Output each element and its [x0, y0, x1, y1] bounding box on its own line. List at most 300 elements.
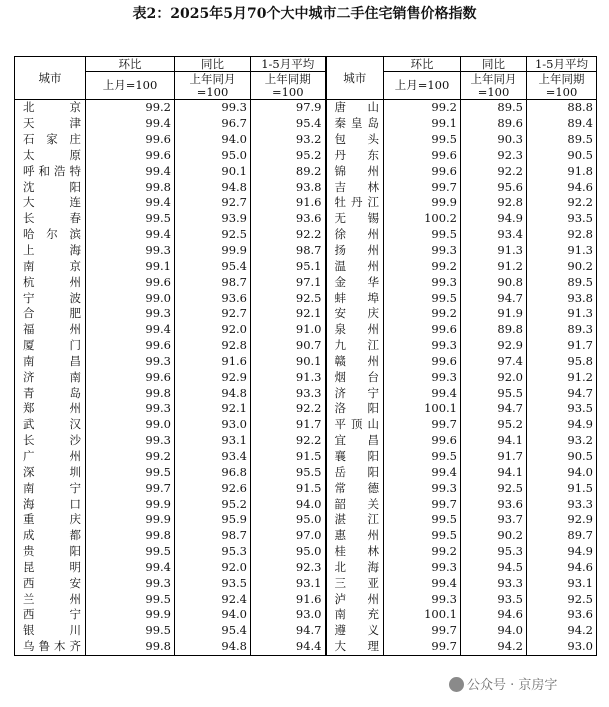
- table-row: [15, 338, 597, 354]
- cell-yoy-right: 97.4: [461, 354, 527, 370]
- cell-avg-left: 92.2: [251, 433, 326, 449]
- table-row: [15, 274, 597, 290]
- cell-avg-right: 91.2: [527, 369, 597, 385]
- cell-city-left: 天津: [15, 116, 86, 132]
- cell-avg-left: 93.1: [251, 575, 326, 591]
- cell-yoy-left: 96.8: [175, 464, 251, 480]
- cell-avg-right: 93.6: [527, 607, 597, 623]
- header-mom-left: 环比: [86, 57, 175, 72]
- cell-mom-right: 99.3: [384, 369, 461, 385]
- cell-yoy-right: 91.9: [461, 306, 527, 322]
- cell-city-right: 遵义: [326, 623, 384, 639]
- cell-avg-right: 93.0: [527, 639, 597, 655]
- table-row: [15, 623, 597, 639]
- table-row: [15, 607, 597, 623]
- cell-city-right: 锦州: [326, 163, 384, 179]
- cell-yoy-left: 92.0: [175, 559, 251, 575]
- cell-mom-right: 99.7: [384, 496, 461, 512]
- cell-mom-left: 99.6: [86, 132, 175, 148]
- cell-avg-right: 94.6: [527, 179, 597, 195]
- cell-city-right: 吉林: [326, 179, 384, 195]
- cell-avg-right: 91.3: [527, 243, 597, 259]
- table-row: [15, 433, 597, 449]
- cell-mom-left: 99.6: [86, 148, 175, 164]
- table-row: [15, 116, 597, 132]
- cell-yoy-left: 92.7: [175, 306, 251, 322]
- cell-avg-left: 95.0: [251, 544, 326, 560]
- header-yoy-base-left: 上年同月=100: [175, 72, 251, 100]
- header-avg-right: 1-5月平均: [527, 57, 597, 72]
- cell-avg-left: 95.5: [251, 464, 326, 480]
- cell-avg-left: 91.5: [251, 480, 326, 496]
- table-row: [15, 243, 597, 259]
- cell-mom-right: 99.6: [384, 148, 461, 164]
- cell-mom-right: 99.7: [384, 179, 461, 195]
- header-mom-base-left: 上月=100: [86, 72, 175, 100]
- cell-city-right: 北海: [326, 559, 384, 575]
- cell-avg-right: 92.8: [527, 227, 597, 243]
- cell-mom-right: 100.1: [384, 401, 461, 417]
- table-row: [15, 322, 597, 338]
- table-row: [15, 195, 597, 211]
- cell-city-right: 徐州: [326, 227, 384, 243]
- cell-yoy-right: 95.3: [461, 544, 527, 560]
- cell-city-right: 唐山: [326, 100, 384, 116]
- cell-avg-left: 95.2: [251, 148, 326, 164]
- cell-avg-right: 89.4: [527, 116, 597, 132]
- cell-avg-right: 94.6: [527, 559, 597, 575]
- table-row: [15, 639, 597, 655]
- cell-city-right: 三亚: [326, 575, 384, 591]
- cell-mom-right: 99.7: [384, 639, 461, 655]
- cell-yoy-right: 94.2: [461, 639, 527, 655]
- cell-avg-left: 90.1: [251, 354, 326, 370]
- table-row: [15, 100, 597, 116]
- cell-mom-right: 99.5: [384, 512, 461, 528]
- cell-yoy-left: 92.9: [175, 369, 251, 385]
- cell-city-left: 呼和浩特: [15, 163, 86, 179]
- cell-city-right: 九江: [326, 338, 384, 354]
- cell-avg-right: 94.7: [527, 385, 597, 401]
- cell-city-left: 银川: [15, 623, 86, 639]
- cell-yoy-right: 89.5: [461, 100, 527, 116]
- header-yoy-right: 同比: [461, 57, 527, 72]
- cell-city-right: 丹东: [326, 148, 384, 164]
- cell-mom-right: 99.5: [384, 132, 461, 148]
- cell-yoy-left: 93.9: [175, 211, 251, 227]
- header-city-right: 城市: [326, 57, 384, 100]
- cell-yoy-right: 92.0: [461, 369, 527, 385]
- cell-yoy-right: 94.7: [461, 290, 527, 306]
- cell-city-right: 桂林: [326, 544, 384, 560]
- cell-avg-left: 97.1: [251, 274, 326, 290]
- cell-avg-right: 93.5: [527, 401, 597, 417]
- cell-city-left: 西安: [15, 575, 86, 591]
- cell-avg-right: 94.0: [527, 464, 597, 480]
- cell-yoy-left: 90.1: [175, 163, 251, 179]
- cell-city-right: 包头: [326, 132, 384, 148]
- cell-city-right: 赣州: [326, 354, 384, 370]
- cell-city-left: 郑州: [15, 401, 86, 417]
- table-row: [15, 369, 597, 385]
- cell-yoy-right: 94.6: [461, 607, 527, 623]
- cell-city-right: 金华: [326, 274, 384, 290]
- cell-city-right: 无锡: [326, 211, 384, 227]
- cell-city-left: 昆明: [15, 559, 86, 575]
- cell-mom-left: 99.4: [86, 195, 175, 211]
- cell-yoy-left: 93.6: [175, 290, 251, 306]
- cell-avg-right: 93.1: [527, 575, 597, 591]
- cell-city-left: 济南: [15, 369, 86, 385]
- cell-city-right: 泉州: [326, 322, 384, 338]
- cell-mom-left: 99.5: [86, 211, 175, 227]
- cell-mom-right: 99.4: [384, 575, 461, 591]
- cell-yoy-right: 94.0: [461, 623, 527, 639]
- header-avg-base-right: 上年同期=100: [527, 72, 597, 100]
- cell-mom-right: 99.1: [384, 116, 461, 132]
- cell-city-right: 襄阳: [326, 449, 384, 465]
- header-yoy-left: 同比: [175, 57, 251, 72]
- cell-city-left: 深圳: [15, 464, 86, 480]
- cell-city-left: 杭州: [15, 274, 86, 290]
- cell-avg-left: 92.2: [251, 227, 326, 243]
- table-row: [15, 496, 597, 512]
- cell-avg-left: 92.2: [251, 401, 326, 417]
- cell-city-left: 宁波: [15, 290, 86, 306]
- cell-yoy-left: 92.6: [175, 480, 251, 496]
- table-row: [15, 354, 597, 370]
- cell-city-left: 青岛: [15, 385, 86, 401]
- cell-avg-left: 91.0: [251, 322, 326, 338]
- cell-city-right: 安庆: [326, 306, 384, 322]
- cell-mom-left: 99.0: [86, 290, 175, 306]
- cell-mom-left: 99.8: [86, 385, 175, 401]
- cell-mom-left: 99.4: [86, 163, 175, 179]
- cell-avg-right: 89.5: [527, 132, 597, 148]
- cell-avg-left: 91.7: [251, 417, 326, 433]
- cell-yoy-right: 91.2: [461, 258, 527, 274]
- cell-yoy-left: 95.4: [175, 623, 251, 639]
- cell-yoy-left: 92.5: [175, 227, 251, 243]
- cell-avg-left: 95.0: [251, 512, 326, 528]
- cell-city-right: 南充: [326, 607, 384, 623]
- cell-avg-left: 91.6: [251, 591, 326, 607]
- cell-avg-right: 91.5: [527, 480, 597, 496]
- cell-avg-left: 94.0: [251, 496, 326, 512]
- cell-city-right: 大理: [326, 639, 384, 655]
- cell-yoy-right: 89.6: [461, 116, 527, 132]
- cell-yoy-left: 92.7: [175, 195, 251, 211]
- header-avg-base-left: 上年同期=100: [251, 72, 326, 100]
- cell-avg-left: 93.8: [251, 179, 326, 195]
- cell-yoy-right: 94.9: [461, 211, 527, 227]
- cell-yoy-left: 95.3: [175, 544, 251, 560]
- table-row: [15, 591, 597, 607]
- cell-yoy-right: 90.2: [461, 528, 527, 544]
- cell-city-left: 厦门: [15, 338, 86, 354]
- cell-yoy-left: 95.9: [175, 512, 251, 528]
- cell-mom-left: 99.0: [86, 417, 175, 433]
- header-yoy-base-right: 上年同月=100: [461, 72, 527, 100]
- cell-mom-right: 99.2: [384, 100, 461, 116]
- cell-avg-left: 91.5: [251, 449, 326, 465]
- table-row: [15, 544, 597, 560]
- cell-avg-right: 90.5: [527, 148, 597, 164]
- cell-city-left: 大连: [15, 195, 86, 211]
- table-row: [15, 575, 597, 591]
- cell-avg-right: 93.5: [527, 211, 597, 227]
- cell-mom-left: 99.3: [86, 401, 175, 417]
- cell-avg-right: 89.7: [527, 528, 597, 544]
- cell-yoy-right: 95.5: [461, 385, 527, 401]
- cell-avg-right: 94.2: [527, 623, 597, 639]
- cell-yoy-right: 90.8: [461, 274, 527, 290]
- cell-mom-left: 99.4: [86, 227, 175, 243]
- cell-avg-right: 92.5: [527, 591, 597, 607]
- cell-city-left: 重庆: [15, 512, 86, 528]
- header-mom-right: 环比: [384, 57, 461, 72]
- cell-yoy-right: 92.2: [461, 163, 527, 179]
- cell-city-left: 南宁: [15, 480, 86, 496]
- cell-yoy-right: 94.5: [461, 559, 527, 575]
- cell-yoy-left: 95.4: [175, 258, 251, 274]
- cell-city-left: 石家庄: [15, 132, 86, 148]
- cell-avg-left: 89.2: [251, 163, 326, 179]
- cell-city-left: 乌鲁木齐: [15, 639, 86, 655]
- cell-city-right: 秦皇岛: [326, 116, 384, 132]
- cell-yoy-left: 93.1: [175, 433, 251, 449]
- cell-city-left: 武汉: [15, 417, 86, 433]
- cell-city-left: 长沙: [15, 433, 86, 449]
- cell-city-right: 常德: [326, 480, 384, 496]
- cell-avg-right: 94.9: [527, 544, 597, 560]
- cell-mom-right: 99.9: [384, 195, 461, 211]
- cell-mom-left: 99.8: [86, 639, 175, 655]
- table-row: [15, 401, 597, 417]
- cell-mom-right: 99.3: [384, 338, 461, 354]
- cell-city-right: 惠州: [326, 528, 384, 544]
- cell-mom-left: 99.5: [86, 591, 175, 607]
- cell-mom-right: 99.7: [384, 417, 461, 433]
- cell-yoy-right: 93.4: [461, 227, 527, 243]
- cell-avg-right: 88.8: [527, 100, 597, 116]
- cell-mom-right: 99.6: [384, 354, 461, 370]
- cell-city-right: 洛阳: [326, 401, 384, 417]
- cell-city-left: 哈尔滨: [15, 227, 86, 243]
- table-row: [15, 417, 597, 433]
- cell-mom-right: 99.2: [384, 544, 461, 560]
- cell-mom-right: 99.2: [384, 306, 461, 322]
- cell-mom-left: 99.3: [86, 306, 175, 322]
- cell-yoy-right: 93.3: [461, 575, 527, 591]
- cell-yoy-left: 94.0: [175, 607, 251, 623]
- cell-mom-left: 99.9: [86, 607, 175, 623]
- cell-avg-left: 98.7: [251, 243, 326, 259]
- table-header: [15, 57, 597, 100]
- cell-mom-right: 99.6: [384, 163, 461, 179]
- cell-mom-left: 99.6: [86, 369, 175, 385]
- cell-mom-left: 99.4: [86, 559, 175, 575]
- cell-mom-right: 99.3: [384, 480, 461, 496]
- cell-city-right: 岳阳: [326, 464, 384, 480]
- cell-avg-right: 94.9: [527, 417, 597, 433]
- cell-mom-right: 99.5: [384, 290, 461, 306]
- cell-avg-right: 91.3: [527, 306, 597, 322]
- table-row: [15, 449, 597, 465]
- header-avg-left: 1-5月平均: [251, 57, 326, 72]
- cell-city-left: 合肥: [15, 306, 86, 322]
- cell-mom-left: 99.5: [86, 464, 175, 480]
- cell-avg-left: 90.7: [251, 338, 326, 354]
- cell-yoy-right: 91.3: [461, 243, 527, 259]
- cell-yoy-left: 92.8: [175, 338, 251, 354]
- cell-yoy-left: 91.6: [175, 354, 251, 370]
- cell-city-left: 福州: [15, 322, 86, 338]
- cell-yoy-right: 92.3: [461, 148, 527, 164]
- cell-mom-right: 99.6: [384, 433, 461, 449]
- cell-city-right: 韶关: [326, 496, 384, 512]
- cell-yoy-left: 93.4: [175, 449, 251, 465]
- cell-yoy-right: 95.2: [461, 417, 527, 433]
- cell-mom-right: 99.3: [384, 559, 461, 575]
- cell-avg-left: 92.1: [251, 306, 326, 322]
- header-city-left: 城市: [15, 57, 86, 100]
- cell-yoy-left: 98.7: [175, 528, 251, 544]
- table-row: [15, 179, 597, 195]
- cell-avg-left: 91.6: [251, 195, 326, 211]
- cell-mom-right: 99.7: [384, 623, 461, 639]
- cell-avg-left: 97.0: [251, 528, 326, 544]
- cell-yoy-right: 94.1: [461, 433, 527, 449]
- cell-city-right: 济宁: [326, 385, 384, 401]
- cell-avg-right: 93.3: [527, 496, 597, 512]
- cell-city-left: 广州: [15, 449, 86, 465]
- cell-mom-left: 99.3: [86, 354, 175, 370]
- cell-city-right: 扬州: [326, 243, 384, 259]
- header-mom-base-right: 上月=100: [384, 72, 461, 100]
- cell-yoy-left: 94.8: [175, 385, 251, 401]
- cell-mom-left: 99.3: [86, 575, 175, 591]
- cell-avg-right: 93.8: [527, 290, 597, 306]
- cell-mom-right: 99.3: [384, 274, 461, 290]
- cell-yoy-left: 93.0: [175, 417, 251, 433]
- cell-mom-left: 99.8: [86, 528, 175, 544]
- cell-mom-left: 99.3: [86, 433, 175, 449]
- cell-yoy-left: 94.8: [175, 639, 251, 655]
- cell-city-right: 温州: [326, 258, 384, 274]
- cell-mom-left: 99.9: [86, 512, 175, 528]
- cell-city-left: 贵阳: [15, 544, 86, 560]
- cell-mom-right: 99.4: [384, 385, 461, 401]
- cell-avg-right: 92.2: [527, 195, 597, 211]
- cell-mom-left: 99.2: [86, 100, 175, 116]
- cell-avg-left: 97.9: [251, 100, 326, 116]
- table-row: [15, 227, 597, 243]
- cell-mom-left: 99.5: [86, 623, 175, 639]
- cell-city-right: 平顶山: [326, 417, 384, 433]
- cell-city-left: 海口: [15, 496, 86, 512]
- cell-yoy-left: 92.1: [175, 401, 251, 417]
- table-row: [15, 559, 597, 575]
- cell-mom-left: 99.6: [86, 338, 175, 354]
- cell-avg-right: 95.8: [527, 354, 597, 370]
- cell-mom-left: 99.5: [86, 544, 175, 560]
- cell-mom-left: 99.6: [86, 274, 175, 290]
- cell-yoy-left: 99.9: [175, 243, 251, 259]
- cell-city-left: 长春: [15, 211, 86, 227]
- table-row: [15, 528, 597, 544]
- cell-yoy-right: 94.1: [461, 464, 527, 480]
- cell-yoy-left: 95.0: [175, 148, 251, 164]
- table-row: [15, 148, 597, 164]
- cell-mom-right: 99.2: [384, 258, 461, 274]
- cell-mom-left: 99.2: [86, 449, 175, 465]
- cell-mom-right: 99.6: [384, 322, 461, 338]
- cell-avg-right: 89.5: [527, 274, 597, 290]
- table-row: [15, 306, 597, 322]
- cell-yoy-left: 92.0: [175, 322, 251, 338]
- cell-avg-left: 93.6: [251, 211, 326, 227]
- cell-yoy-right: 94.7: [461, 401, 527, 417]
- cell-city-left: 沈阳: [15, 179, 86, 195]
- cell-avg-left: 92.3: [251, 559, 326, 575]
- cell-avg-right: 91.7: [527, 338, 597, 354]
- cell-city-right: 牡丹江: [326, 195, 384, 211]
- cell-yoy-left: 95.2: [175, 496, 251, 512]
- cell-yoy-left: 92.4: [175, 591, 251, 607]
- cell-yoy-right: 93.7: [461, 512, 527, 528]
- table-title: 表2：2025年5月70个大中城市二手住宅销售价格指数: [132, 6, 477, 22]
- cell-city-right: 湛江: [326, 512, 384, 528]
- cell-avg-left: 95.4: [251, 116, 326, 132]
- cell-yoy-left: 94.0: [175, 132, 251, 148]
- cell-avg-left: 93.0: [251, 607, 326, 623]
- cell-mom-left: 99.3: [86, 243, 175, 259]
- wechat-icon: [449, 677, 464, 692]
- cell-yoy-right: 91.7: [461, 449, 527, 465]
- cell-mom-right: 99.5: [384, 528, 461, 544]
- table-row: [15, 258, 597, 274]
- cell-avg-right: 91.8: [527, 163, 597, 179]
- table-row: [15, 132, 597, 148]
- cell-avg-right: 93.2: [527, 433, 597, 449]
- cell-avg-right: 90.2: [527, 258, 597, 274]
- cell-avg-left: 95.1: [251, 258, 326, 274]
- cell-mom-left: 99.7: [86, 480, 175, 496]
- cell-avg-right: 92.9: [527, 512, 597, 528]
- cell-mom-left: 99.8: [86, 179, 175, 195]
- table-body: [15, 100, 597, 656]
- table-row: [15, 512, 597, 528]
- cell-avg-left: 94.7: [251, 623, 326, 639]
- cell-yoy-right: 95.6: [461, 179, 527, 195]
- cell-city-right: 宜昌: [326, 433, 384, 449]
- cell-mom-right: 99.4: [384, 464, 461, 480]
- cell-mom-right: 100.1: [384, 607, 461, 623]
- cell-avg-left: 94.4: [251, 639, 326, 655]
- cell-city-left: 北京: [15, 100, 86, 116]
- cell-avg-right: 90.5: [527, 449, 597, 465]
- cell-yoy-right: 93.5: [461, 591, 527, 607]
- table-row: [15, 211, 597, 227]
- cell-city-left: 南昌: [15, 354, 86, 370]
- cell-city-left: 南京: [15, 258, 86, 274]
- cell-yoy-left: 99.3: [175, 100, 251, 116]
- cell-yoy-left: 93.5: [175, 575, 251, 591]
- table-row: [15, 480, 597, 496]
- cell-mom-right: 100.2: [384, 211, 461, 227]
- cell-mom-left: 99.9: [86, 496, 175, 512]
